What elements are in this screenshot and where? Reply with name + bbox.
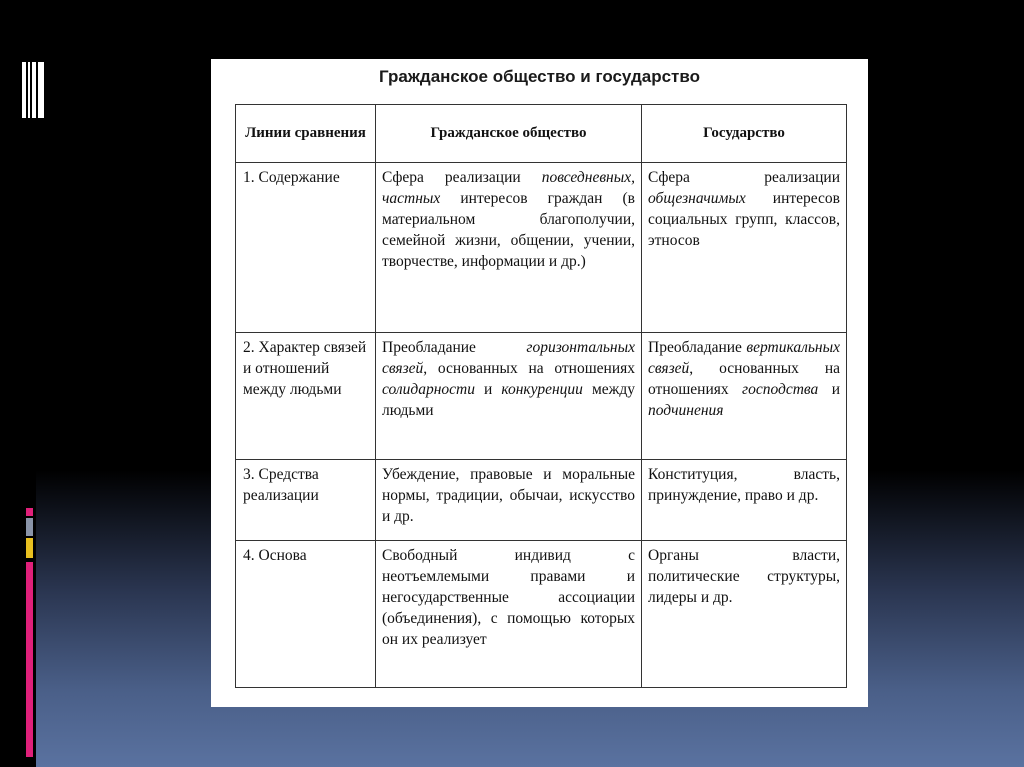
text-segment: Органы власти, политические структуры, лидеры и др. <box>648 547 840 606</box>
comparison-line-cell: 4. Основа <box>236 541 376 688</box>
decorative-bars <box>22 62 44 118</box>
accent-pink-top <box>26 508 33 516</box>
text-segment: Убеждение, правовые и моральные нормы, традиции, обычаи, искусство и др. <box>382 466 635 525</box>
comparison-line-cell: 3. Средства реализации <box>236 460 376 541</box>
table-row <box>236 163 847 333</box>
state-cell <box>642 333 847 460</box>
table-row <box>236 541 847 688</box>
civil-society-cell <box>376 333 642 460</box>
table-row <box>236 460 847 541</box>
text-segment: , основанных на отношениях <box>423 360 635 377</box>
text-segment: Сфера реализации <box>648 169 840 186</box>
text-segment: Преобладание <box>382 339 527 356</box>
document-title: Гражданское общество и государство <box>379 67 700 86</box>
comparison-table <box>235 104 847 688</box>
text-segment: интересов граждан (в материальном благополучии, семейной жизни, общении, учении, творчестве, информации и др.) <box>382 190 635 270</box>
text-segment: между людьми <box>382 381 635 419</box>
italic-text: солидарности <box>382 381 475 398</box>
state-cell <box>642 460 847 541</box>
text-segment: интересов социальных групп, классов, этносов <box>648 190 840 249</box>
text-segment: и <box>474 381 502 398</box>
italic-text: господства <box>742 381 819 398</box>
text-segment: , основанных на отношениях <box>648 360 840 398</box>
state-cell <box>642 163 847 333</box>
italic-text: повседневных, частных <box>382 169 635 207</box>
italic-text: горизонтальных связей <box>382 339 635 377</box>
text-segment: Конституция, власть, принуждение, право и др. <box>648 466 840 504</box>
comparison-line-cell: 1. Содержание <box>236 163 376 333</box>
table-row <box>236 333 847 460</box>
table-header-row <box>236 105 847 163</box>
italic-text: вертикальных связей <box>648 339 840 377</box>
document-image <box>211 59 868 707</box>
accent-yellow <box>26 538 33 558</box>
state-cell <box>642 541 847 688</box>
italic-text: конкуренции <box>501 381 583 398</box>
text-segment: Сфера реализации <box>382 169 542 186</box>
civil-society-cell <box>376 460 642 541</box>
civil-society-cell <box>376 541 642 688</box>
italic-text: подчинения <box>648 402 724 419</box>
comparison-line-cell: 2. Характер связей и отношений между людьми <box>236 333 376 460</box>
header-state: Государство <box>642 105 847 163</box>
text-segment: и <box>818 381 840 398</box>
civil-society-cell <box>376 163 642 333</box>
accent-pink-long <box>26 562 33 757</box>
header-civil-society: Гражданское общество <box>376 105 642 163</box>
text-segment: Свободный индивид с неотъемлемыми правами и негосударственные ассоциации (объединения), с помощью которых он их реализует <box>382 547 635 648</box>
italic-text: общезначимых <box>648 190 746 207</box>
accent-gray <box>26 518 33 536</box>
text-segment: Преобладание <box>648 339 747 356</box>
header-lines: Линии сравнения <box>236 105 376 163</box>
